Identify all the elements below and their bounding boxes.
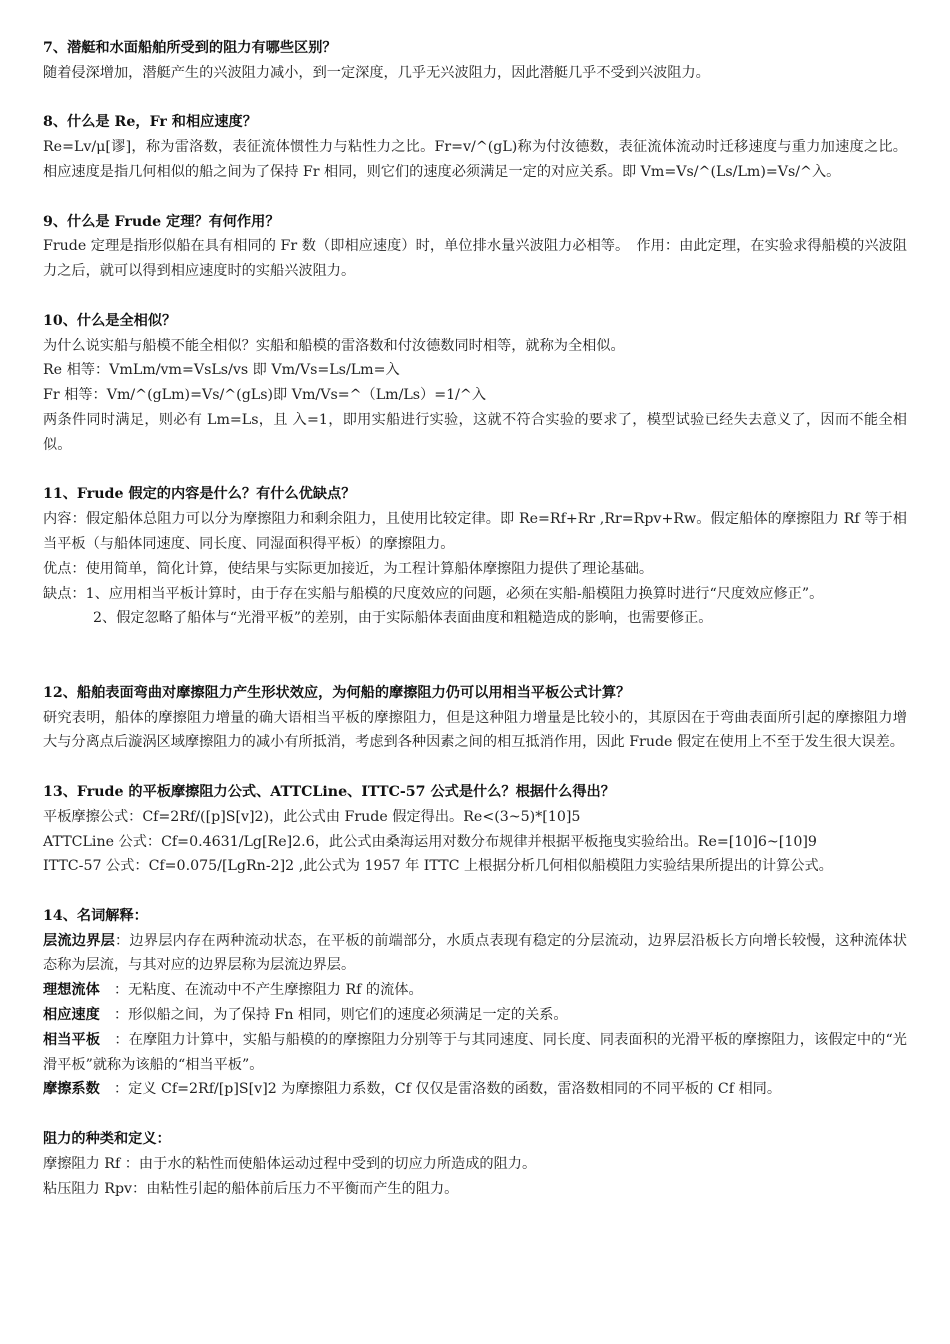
term-definition (43, 1077, 907, 1102)
question-8-answer: Re=Lv/μ[谬]，称为雷洛数，表征流体惯性力与粘性力之比。Fr=v/^(gL)称为付汝德数，表征流体流动时迁移速度与重力加速度之比。相应速度是指几何相似的船之间为了保持 Fr 相同，则它们的速度必须满足一定的对应关系。即 Vm=Vs/^(Ls/Lm)=Vs/^入。 (43, 139, 907, 180)
term-text: 定义 Cf=2Rf/[p]S[v]2 为摩擦阻力系数，Cf 仅仅是雷洛数的函数，雷洛数相同的不同平板的 Cf 相同。 (128, 1081, 782, 1098)
term-name: 摩擦系数 (43, 1081, 100, 1098)
resistance-types-title: 阻力的种类和定义： (43, 1131, 171, 1148)
question-13-line-1: 平板摩擦公式：Cf=2Rf/([p]S[v]2)，此公式由 Frude 假定得出。Re<(3~5)*[10]5 (43, 808, 581, 825)
term-separator: ： (99, 1007, 129, 1024)
question-11-pros: 优点：使用简单，简化计算，使结果与实际更加接近，为工程计算船体摩擦阻力提供了理论基础。 (43, 560, 654, 577)
question-7-answer: 随着侵深增加，潜艇产生的兴波阻力减小，到一定深度，几乎无兴波阻力，因此潜艇几乎不受到兴波阻力。 (43, 64, 710, 81)
term-separator: ： (115, 932, 130, 949)
question-12-title: 12、船舶表面弯曲对摩擦阻力产生形状效应，为何船的摩擦阻力仍可以用相当平板公式计算？ (43, 684, 631, 701)
question-12-answer: 研究表明，船体的摩擦阻力增量的确大语相当平板的摩擦阻力，但是这种阻力增量是比较小的，其原因在于弯曲表面所引起的摩擦阻力增大与分离点后漩涡区域摩擦阻力的减小有所抵消，考虑到各种因素之间的相互抵消作用，因此 Frude 假定在使用上不至于发生很大误差。 (43, 709, 907, 751)
question-14-title: 14、名词解释： (43, 907, 148, 924)
term-separator: ： (100, 1031, 129, 1048)
term-name: 相应速度 (43, 1007, 100, 1024)
question-11-cons-2: 2、假定忽略了船体与“光滑平板”的差别，由于实际船体表面曲度和粗糙造成的影响，也需要修正。 (93, 610, 713, 627)
term-text: 无粘度、在流动中不产生摩擦阻力 Rf 的流体。 (128, 982, 423, 999)
term-definition (43, 978, 907, 1003)
question-11-cons-1: 缺点：1、应用相当平板计算时，由于存在实船与船模的尺度效应的问题，必须在实船-船模阻力换算时进行“尺度效应修正”。 (43, 585, 824, 602)
question-10-line-1: 为什么说实船与船模不能全相似？实船和船模的雷洛数和付汝德数同时相等，就称为全相似。 (43, 337, 625, 354)
resistance-friction: 摩擦阻力 Rf ：由于水的粘性而使船体运动过程中受到的切应力所造成的阻力。 (43, 1155, 537, 1172)
question-9-title: 9、什么是 Frude 定理？有何作用？ (43, 213, 280, 230)
term-name: 理想流体 (43, 982, 100, 999)
question-10-line-4: 两条件同时满足，则必有 Lm=Ls，且 入=1，即用实船进行实验，这就不符合实验的要求了，模型试验已经失去意义了，因而不能全相似。 (43, 411, 907, 453)
term-text: 形似船之间，为了保持 Fn 相同，则它们的速度必须满足一定的关系。 (128, 1007, 568, 1024)
question-8-title: 8、什么是 Re，Fr 和相应速度？ (43, 114, 257, 131)
question-10-line-2: Re 相等：VmLm/vm=VsLs/vs 即 Vm/Vs=Ls/Lm=入 (43, 362, 400, 379)
term-separator: ： (99, 982, 129, 999)
question-10-line-3: Fr 相等：Vm/^(gLm)=Vs/^(gLs)即 Vm/Vs=^（Lm/Ls）=1/^入 (43, 387, 487, 404)
term-name: 相当平板 (43, 1031, 101, 1048)
resistance-viscous-pressure: 粘压阻力 Rpv：由粘性引起的船体前后压力不平衡而产生的阻力。 (43, 1180, 459, 1197)
question-10-title: 10、什么是全相似？ (43, 312, 177, 329)
term-definition (43, 1003, 907, 1028)
question-11-title: 11、Frude 假定的内容是什么？有什么优缺点？ (43, 486, 356, 503)
document-page (43, 36, 907, 1201)
term-definition (43, 1028, 907, 1078)
term-text: 在摩阻力计算中，实船与船模的的摩擦阻力分别等于与其同速度、同长度、同表面积的光滑平板的摩擦阻力，该假定中的“光滑平板”就称为该船的“相当平板”。 (43, 1031, 907, 1073)
term-definition (43, 929, 907, 979)
question-9-answer: Frude 定理是指形似船在具有相同的 Fr 数（即相应速度）时，单位排水量兴波阻力必相等。 作用：由此定理，在实验求得船模的兴波阻力之后，就可以得到相应速度时的实船兴波阻力。 (43, 238, 907, 280)
question-11-content: 内容：假定船体总阻力可以分为摩擦阻力和剩余阻力，且使用比较定律。即 Re=Rf+Rr ,Rr=Rpv+Rw。假定船体的摩擦阻力 Rf 等于相当平板（与船体同速度、同长度、同湿面积得平板）的摩擦阻力。 (43, 511, 907, 552)
question-13-title: 13、Frude 的平板摩擦阻力公式、ATTCLine、ITTC-57 公式是什么？根据什么得出？ (43, 783, 615, 800)
question-13-line-3: ITTC-57 公式：Cf=0.075/[LgRn-2]2 ,此公式为 1957 年 ITTC 上根据分析几何相似船模阻力实验结果所提出的计算公式。 (43, 858, 833, 875)
question-7-title: 7、潜艇和水面船舶所受到的阻力有哪些区别？ (43, 40, 337, 56)
term-text: 边界层内存在两种流动状态，在平板的前端部分，水质点表现有稳定的分层流动，边界层沿板长方向增长较慢，这种流体状态称为层流，与其对应的边界层称为层流边界层。 (43, 932, 907, 974)
term-separator: ： (99, 1081, 129, 1098)
question-13-line-2: ATTCLine 公式：Cf=0.4631/Lg[Re]2.6，此公式由桑海运用对数分布规律并根据平板拖曳实验给出。Re=[10]6~[10]9 (43, 833, 817, 850)
term-name: 层流边界层 (43, 932, 116, 949)
